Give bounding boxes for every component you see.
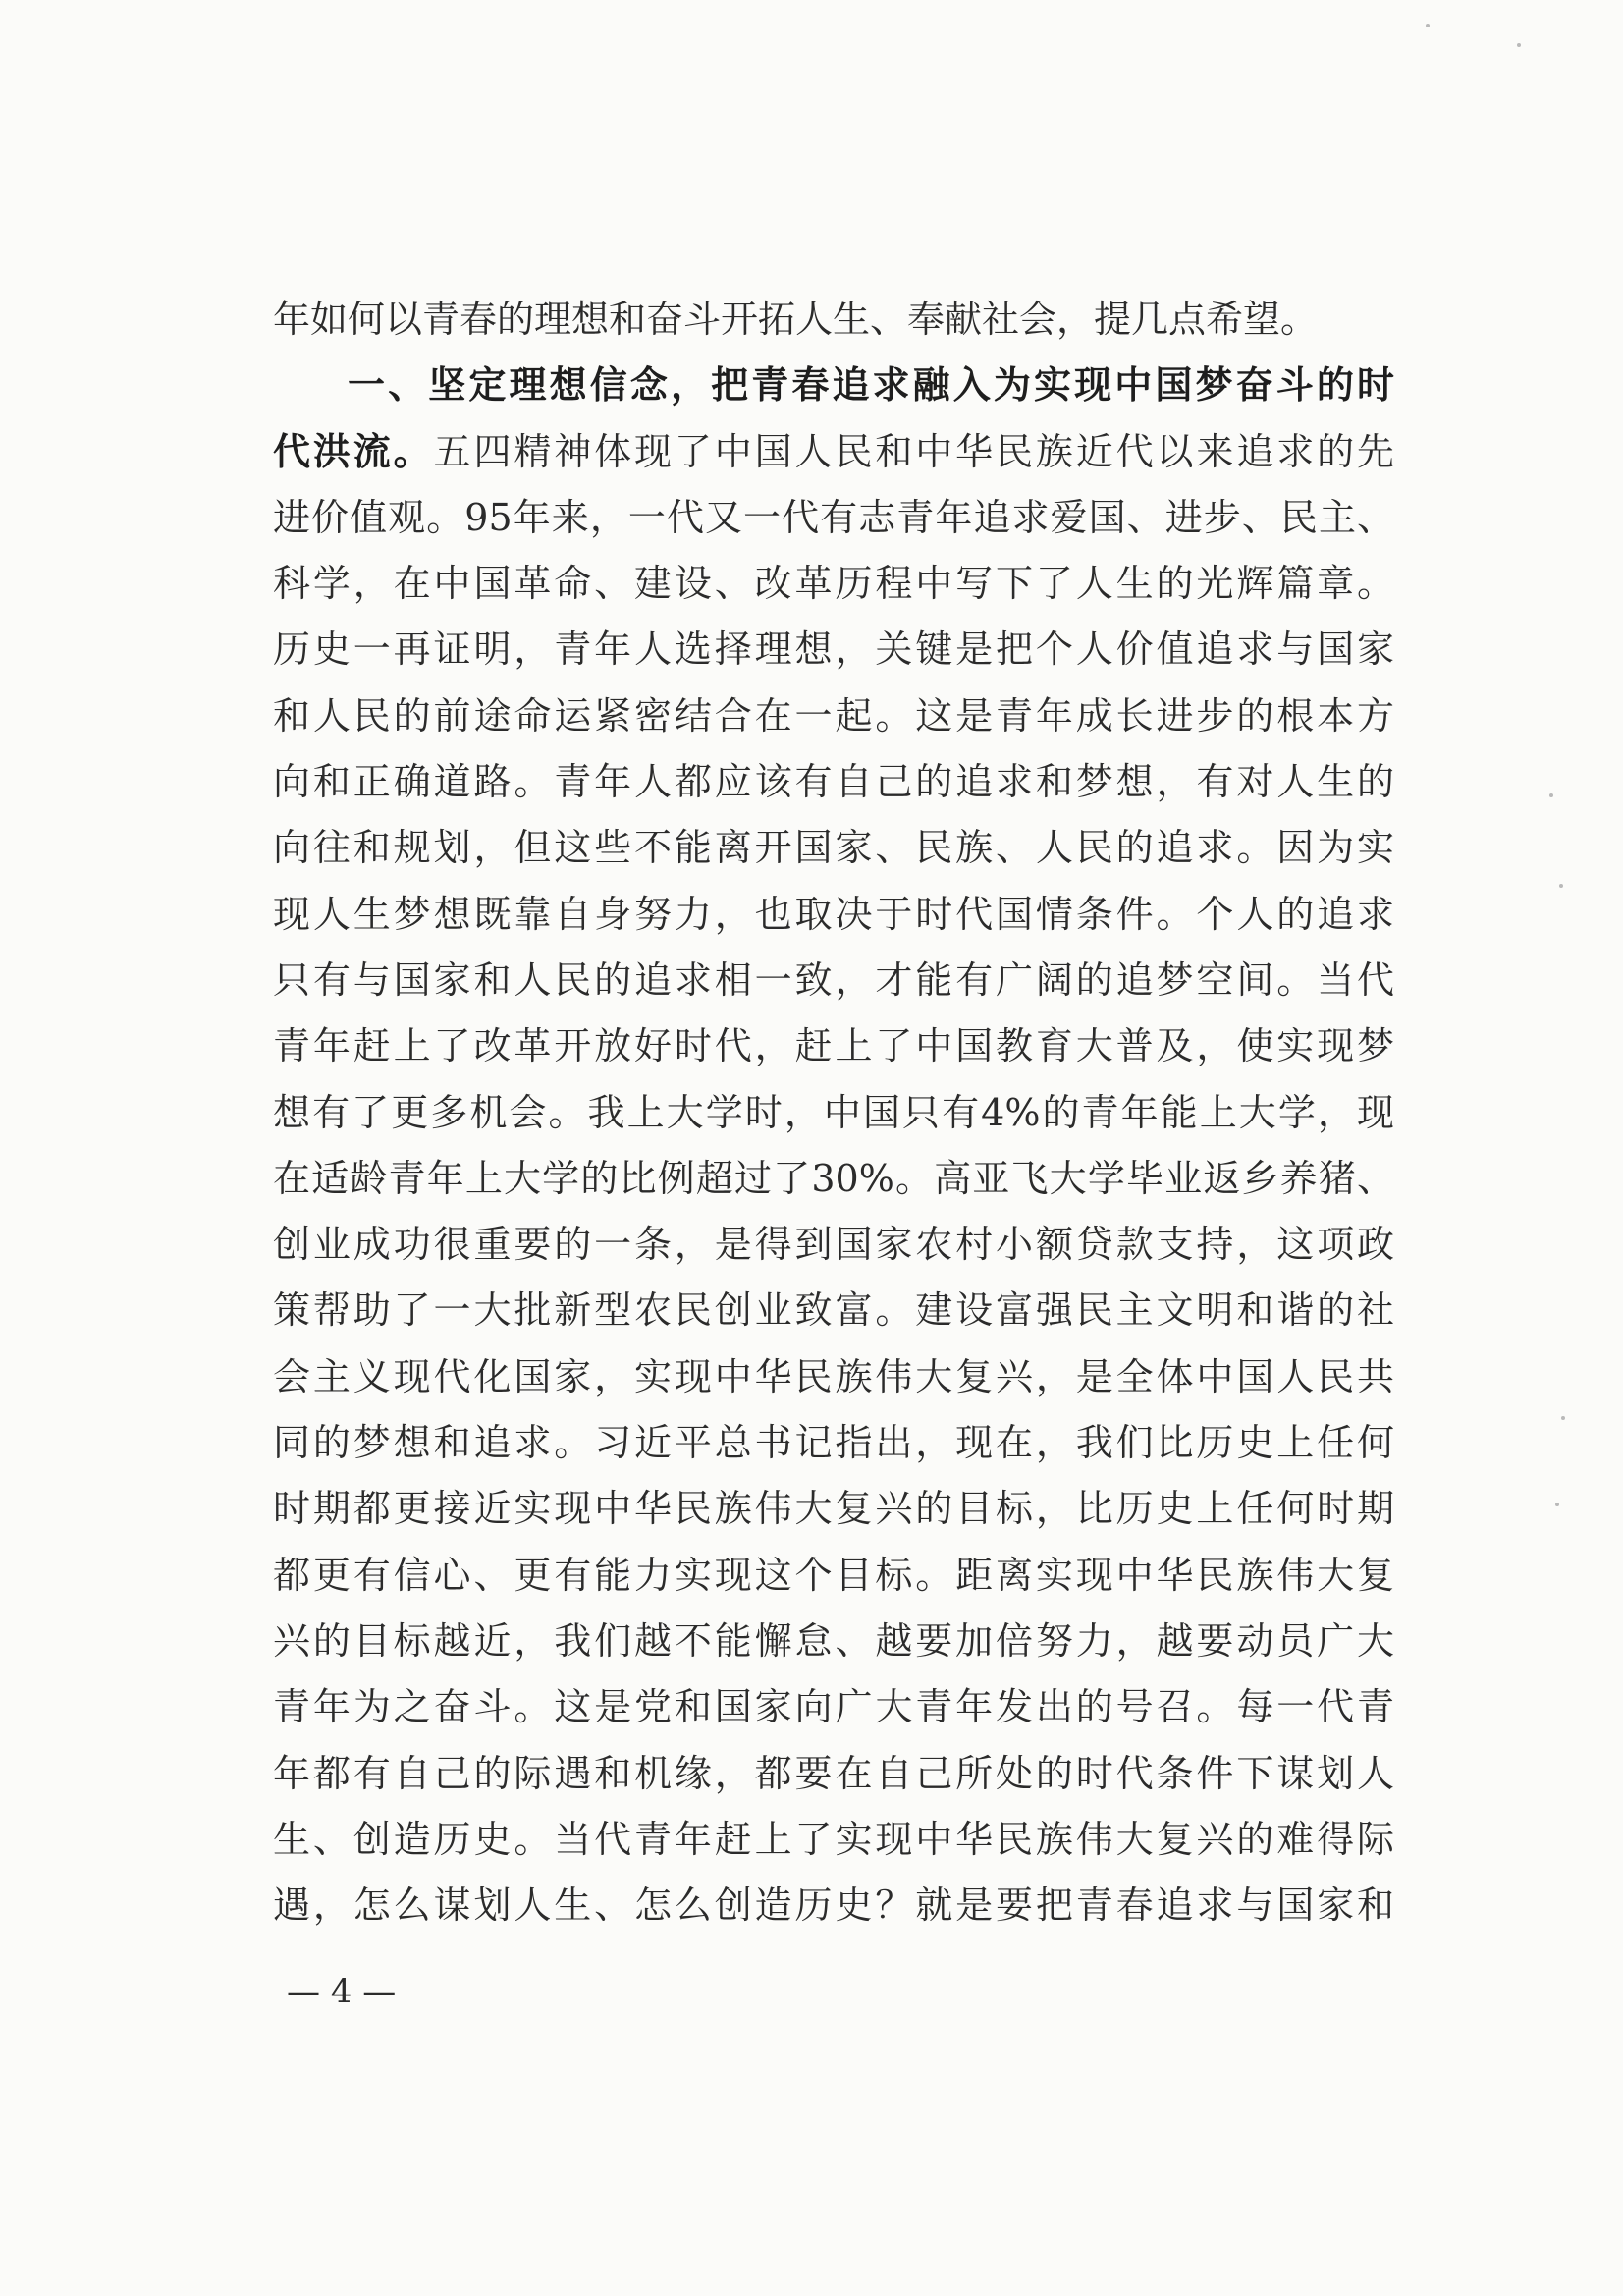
paragraph-line: 向往和规划，但这些不能离开国家、民族、人民的追求。因为实 bbox=[273, 826, 1394, 870]
page-number: — 4 — bbox=[287, 1972, 397, 2011]
scan-speck bbox=[1561, 1416, 1565, 1420]
paragraph-line: 策帮助了一大批新型农民创业致富。建设富强民主文明和谐的社 bbox=[273, 1288, 1394, 1333]
paragraph-line: 年都有自己的际遇和机缘，都要在自己所处的时代条件下谋划人 bbox=[273, 1751, 1394, 1795]
paragraph-line: 会主义现代化国家，实现中华民族伟大复兴，是全体中国人民共 bbox=[273, 1354, 1394, 1398]
paragraph-line: 历史一再证明，青年人选择理想，关键是把个人价值追求与国家 bbox=[273, 628, 1394, 672]
heading-text: 坚定理想信念，把青春追求融入为实现中国梦奋斗的时 bbox=[428, 363, 1394, 408]
paragraph-line: 进价值观。95年来，一代又一代有志青年追求爱国、进步、民主、 bbox=[273, 495, 1394, 539]
paragraph-line: 遇，怎么谋划人生、怎么创造历史？就是要把青春追求与国家和 bbox=[273, 1884, 1394, 1928]
paragraph-line: 和人民的前途命运紧密结合在一起。这是青年成长进步的根本方 bbox=[273, 693, 1394, 738]
body-text bbox=[273, 287, 1394, 1939]
heading-number: 一、 bbox=[348, 363, 429, 408]
paragraph-line: 生、创造历史。当代青年赶上了实现中华民族伟大复兴的难得际 bbox=[273, 1817, 1394, 1861]
paragraph-line: 创业成功很重要的一条，是得到国家农村小额贷款支持，这项政 bbox=[273, 1223, 1394, 1267]
paragraph-line: 都更有信心、更有能力实现这个目标。距离实现中华民族伟大复 bbox=[273, 1553, 1394, 1597]
paragraph-line: 同的梦想和追求。习近平总书记指出，现在，我们比历史上任何 bbox=[273, 1421, 1394, 1465]
scan-speck bbox=[1517, 43, 1521, 47]
paragraph-line: 青年赶上了改革开放好时代，赶上了中国教育大普及，使实现梦 bbox=[273, 1024, 1394, 1068]
paragraph-line: 科学，在中国革命、建设、改革历程中写下了人生的光辉篇章。 bbox=[273, 562, 1394, 606]
paragraph-line: 向和正确道路。青年人都应该有自己的追求和梦想，有对人生的 bbox=[273, 760, 1394, 804]
scan-speck bbox=[1555, 1503, 1559, 1506]
paragraph-line: 想有了更多机会。我上大学时，中国只有4%的青年能上大学，现 bbox=[273, 1090, 1394, 1134]
scan-speck bbox=[1426, 24, 1430, 27]
paragraph-line: 青年为之奋斗。这是党和国家向广大青年发出的号召。每一代青 bbox=[273, 1685, 1394, 1729]
scan-speck bbox=[1549, 793, 1553, 797]
paragraph-line: 兴的目标越近，我们越不能懈怠、越要加倍努力，越要动员广大 bbox=[273, 1618, 1394, 1663]
paragraph-line bbox=[273, 419, 1394, 485]
paragraph-line: 只有与国家和人民的追求相一致，才能有广阔的追梦空间。当代 bbox=[273, 957, 1394, 1002]
paragraph-line: 年如何以青春的理想和奋斗开拓人生、奉献社会，提几点希望。 bbox=[273, 298, 1319, 341]
paragraph-line: 时期都更接近实现中华民族伟大复兴的目标，比历史上任何时期 bbox=[273, 1487, 1394, 1531]
heading-continuation: 代洪流。 bbox=[273, 429, 434, 473]
paragraph-text: 五四精神体现了中国人民和中华民族近代以来追求的先 bbox=[433, 429, 1394, 473]
paragraph-line: 在适龄青年上大学的比例超过了30%。高亚飞大学毕业返乡养猪、 bbox=[273, 1156, 1394, 1200]
paragraph-line: 现人生梦想既靠自身努力，也取决于时代国情条件。个人的追求 bbox=[273, 892, 1394, 936]
section-heading-line bbox=[273, 353, 1394, 418]
scan-speck bbox=[1559, 884, 1563, 888]
